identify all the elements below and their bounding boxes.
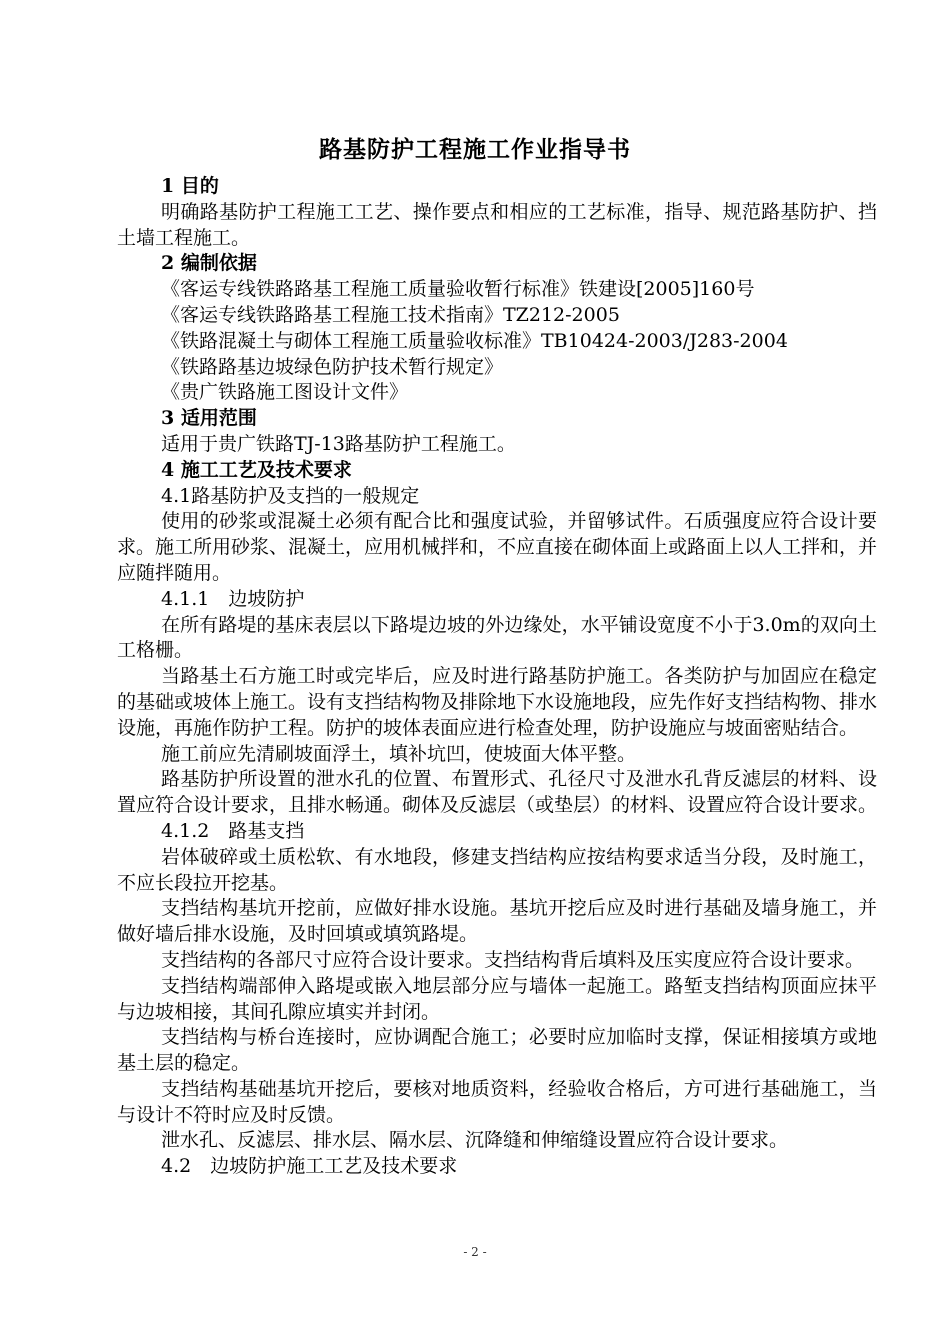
paragraph: 《铁路混凝土与砌体工程施工质量验收标准》TB10424-2003/J283-2004 <box>161 329 788 352</box>
paragraph: 4.1路基防护及支挡的一般规定 <box>161 484 420 507</box>
paragraph: 在所有路堤的基床表层以下路堤边坡的外边缘处，水平铺设宽度不小于3.0m的双向土工格栅。 <box>117 613 877 662</box>
paragraph: 使用的砂浆或混凝土必须有配合比和强度试验，并留够试件。石质强度应符合设计要求。施工所用砂浆、混凝土，应用机械拌和，不应直接在砌体面上或路面上以人工拌和，并应随拌随用。 <box>117 510 878 584</box>
paragraph: 支挡结构端部伸入路堤或嵌入地层部分应与墙体一起施工。路堑支挡结构顶面应抹平与边坡相接，其间孔隙应填实并封闭。 <box>117 974 877 1023</box>
paragraph: 支挡结构与桥台连接时，应协调配合施工；必要时应加临时支撑，保证相接填方或地基土层的稳定。 <box>117 1026 877 1075</box>
paragraph: 岩体破碎或土质松软、有水地段，修建支挡结构应按结构要求适当分段，及时施工，不应长段拉开挖基。 <box>117 845 877 894</box>
section-heading: 3 适用范围 <box>161 407 257 430</box>
paragraph: 当路基土石方施工时或完毕后，应及时进行路基防护施工。各类防护与加固应在稳定的基础或坡体上施工。设有支挡结构物及排除地下水设施地段，应先作好支挡结构物、排水设施，再施作防护工程。防护的坡体表面应进行检查处理，防护设施应与坡面密贴结合。 <box>117 665 878 739</box>
paragraph: 4.1.2 路基支挡 <box>161 819 305 842</box>
paragraph: 支挡结构基础基坑开挖后，要核对地质资料，经验收合格后，方可进行基础施工，当与设计不符时应及时反馈。 <box>117 1077 877 1126</box>
paragraph: 明确路基防护工程施工工艺、操作要点和相应的工艺标准，指导、规范路基防护、挡土墙工程施工。 <box>117 200 877 249</box>
section-heading: 2 编制依据 <box>161 252 257 275</box>
page-number: - 2 - <box>463 1245 487 1259</box>
paragraph: 支挡结构的各部尺寸应符合设计要求。支挡结构背后填料及压实度应符合设计要求。 <box>161 948 865 971</box>
paragraph: 支挡结构基坑开挖前，应做好排水设施。基坑开挖后应及时进行基础及墙身施工，并做好墙后排水设施，及时回填或填筑路堤。 <box>117 897 877 946</box>
document-body <box>117 174 877 1180</box>
section-heading: 1 目的 <box>161 175 219 197</box>
paragraph: 《贵广铁路施工图设计文件》 <box>161 381 409 404</box>
paragraph: 适用于贵广铁路TJ-13路基防护工程施工。 <box>161 432 516 455</box>
paragraph: 路基防护所设置的泄水孔的位置、布置形式、孔径尺寸及泄水孔背反滤层的材料、设置应符合设计要求，且排水畅通。砌体及反滤层（或垫层）的材料、设置应符合设计要求。 <box>117 768 878 817</box>
paragraph: 《铁路路基边坡绿色防护技术暂行规定》 <box>161 355 504 378</box>
paragraph: 《客运专线铁路路基工程施工技术指南》TZ212-2005 <box>161 303 620 326</box>
paragraph: 施工前应先清刷坡面浮土，填补坑凹，使坡面大体平整。 <box>161 742 637 765</box>
paragraph: 泄水孔、反滤层、排水层、隔水层、沉降缝和伸缩缝设置应符合设计要求。 <box>161 1129 789 1152</box>
document-title: 路基防护工程施工作业指导书 <box>319 136 631 163</box>
section-heading: 4 施工工艺及技术要求 <box>161 458 352 481</box>
paragraph: 《客运专线铁路路基工程施工质量验收暂行标准》铁建设[2005]160号 <box>161 278 755 301</box>
paragraph: 4.1.1 边坡防护 <box>161 587 305 610</box>
paragraph: 4.2 边坡防护施工工艺及技术要求 <box>161 1155 458 1178</box>
